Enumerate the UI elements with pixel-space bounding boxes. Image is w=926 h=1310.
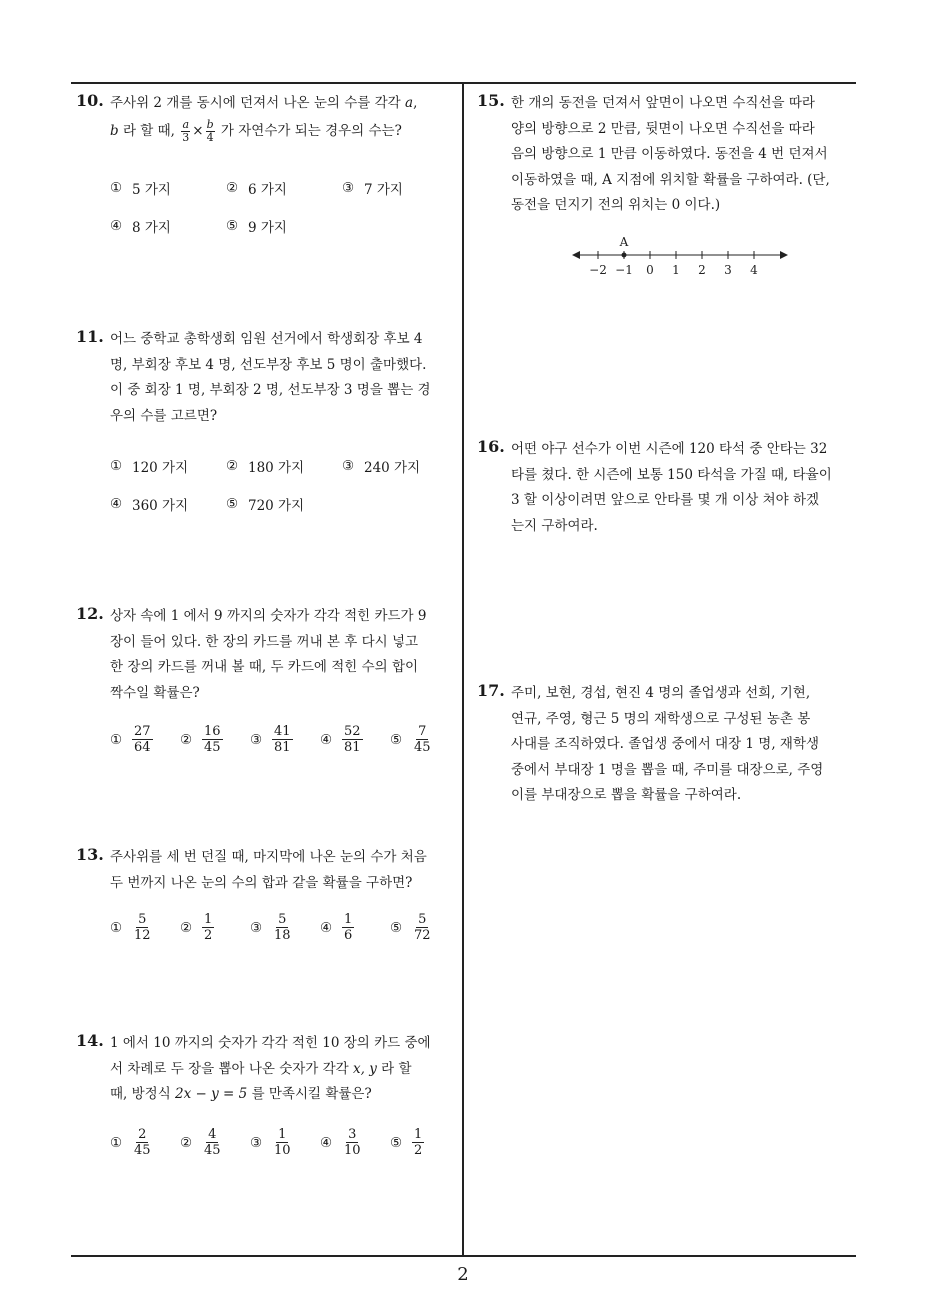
fraction: $\frac{7}{45}$ bbox=[414, 724, 431, 755]
problem-text: 어떤 야구 선수가 이번 시즌에 120 타석 중 안타는 32 타를 쳤다. 한 시즌에 보통 150 타석을 가질 때, 타율이 3 할 이상이려면 앞으로 안타를 몇 개 이상 쳐야 하겠 는지 구하여라. bbox=[511, 441, 832, 534]
choice-2[interactable]: ② $\frac{16}{45}$ bbox=[180, 724, 221, 755]
fraction: $\frac{16}{45}$ bbox=[204, 724, 221, 755]
fraction: $\frac{27}{64}$ bbox=[134, 724, 151, 755]
fraction-b-over-4: $\frac{b}{4}$ bbox=[206, 118, 214, 144]
choice-3[interactable]: ③ 240 가지 bbox=[342, 458, 421, 476]
choice-4[interactable]: ④ $\frac{3}{10}$ bbox=[320, 1127, 361, 1158]
fraction: $\frac{5}{18}$ bbox=[274, 912, 291, 943]
fraction: $\frac{41}{81}$ bbox=[274, 724, 291, 755]
problem-number: 10. bbox=[76, 91, 104, 110]
problem-text: 상자 속에 1 에서 9 까지의 숫자가 각각 적힌 카드가 9 장이 들어 있다. 한 장의 카드를 꺼내 본 후 다시 넣고 한 장의 카드를 꺼내 볼 때, 두 카드에 적힌 수의 합이 짝수일 확률은? bbox=[110, 608, 427, 701]
choice-5[interactable]: ⑤ 720 가지 bbox=[226, 496, 305, 514]
choice-3[interactable]: ③ $\frac{5}{18}$ bbox=[250, 912, 291, 943]
number-line-tick-label: 1 bbox=[672, 263, 680, 277]
fraction: $\frac{1}{2}$ bbox=[204, 912, 213, 943]
fraction-a-over-3: $\frac{a}{3}$ bbox=[182, 118, 190, 144]
fraction: $\frac{5}{12}$ bbox=[134, 912, 151, 943]
choice-3[interactable]: ③ $\frac{1}{10}$ bbox=[250, 1127, 291, 1158]
choice-4[interactable]: ④ 8 가지 bbox=[110, 218, 171, 236]
problem-text: 주미, 보현, 경섭, 현진 4 명의 졸업생과 선희, 기현, 연규, 주영, 형근 5 명의 재학생으로 구성된 농촌 봉 사대를 조직하였다. 졸업생 중에서 대장 1 명, 재학생 중에서 부대장 1 명을 뽑을 때, 주미를 대장으로, 주영 이를 부대장으로 뽑을 확률을 구하여라. bbox=[511, 685, 824, 803]
column-divider bbox=[462, 82, 464, 1257]
choice-4[interactable]: ④ 360 가지 bbox=[110, 496, 189, 514]
choice-1[interactable]: ① $\frac{2}{45}$ bbox=[110, 1127, 151, 1158]
number-line-tick-label: −1 bbox=[615, 263, 633, 277]
choice-2[interactable]: ② 6 가지 bbox=[226, 180, 287, 198]
choice-4[interactable]: ④ $\frac{1}{6}$ bbox=[320, 912, 353, 943]
problem-number: 12. bbox=[76, 604, 104, 623]
number-line-tick-label: 0 bbox=[646, 263, 654, 277]
choice-3[interactable]: ③ 7 가지 bbox=[342, 180, 403, 198]
problem-number: 14. bbox=[76, 1031, 104, 1050]
choice-4[interactable]: ④ $\frac{52}{81}$ bbox=[320, 724, 361, 755]
bottom-rule bbox=[71, 1255, 856, 1257]
number-line-tick-label: −2 bbox=[589, 263, 607, 277]
problem-number: 17. bbox=[477, 681, 505, 700]
fraction: $\frac{1}{10}$ bbox=[274, 1127, 291, 1158]
choice-2[interactable]: ② $\frac{4}{45}$ bbox=[180, 1127, 221, 1158]
number-line bbox=[570, 230, 800, 280]
problem-number: 13. bbox=[76, 845, 104, 864]
choice-5[interactable]: ⑤ $\frac{1}{2}$ bbox=[390, 1127, 423, 1158]
choice-1[interactable]: ① $\frac{5}{12}$ bbox=[110, 912, 151, 943]
choice-5[interactable]: ⑤ $\frac{5}{72}$ bbox=[390, 912, 431, 943]
number-line-tick-label: 3 bbox=[724, 263, 732, 277]
fraction: $\frac{4}{45}$ bbox=[204, 1127, 221, 1158]
choice-1[interactable]: ① 120 가지 bbox=[110, 458, 189, 476]
problem-text: 주사위를 세 번 던질 때, 마지막에 나온 눈의 수가 처음 두 번까지 나온 눈의 수의 합과 같을 확률을 구하면? bbox=[110, 849, 427, 891]
problem-text: 주사위 2 개를 동시에 던져서 나온 눈의 수를 각각 a, b 라 할 때, $\frac{a}{3}$ × $\frac{b}{4}$ 가 자연수가 되는 경우의 수는? bbox=[110, 95, 418, 144]
choice-5[interactable]: ⑤ 9 가지 bbox=[226, 218, 287, 236]
choice-1[interactable]: ① $\frac{27}{64}$ bbox=[110, 724, 151, 755]
problem-number: 11. bbox=[76, 327, 104, 346]
number-line-tick-label: 2 bbox=[698, 263, 706, 277]
arrow-left-icon bbox=[572, 251, 580, 259]
fraction: $\frac{1}{2}$ bbox=[414, 1127, 423, 1158]
problem-text: 어느 중학교 총학생회 임원 선거에서 학생회장 후보 4 명, 부회장 후보 4 명, 선도부장 후보 5 명이 출마했다. 이 중 회장 1 명, 부회장 2 명, 선도부장 3 명을 뽑는 경 우의 수를 고르면? bbox=[110, 331, 431, 424]
number-line-tick-label: 4 bbox=[750, 263, 758, 277]
problem-text: 1 에서 10 까지의 숫자가 각각 적힌 10 장의 카드 중에 서 차례로 두 장을 뽑아 나온 숫자가 각각 x, y 라 할 때, 방정식 2x − y = 5 를 만족시킬 확률은? bbox=[110, 1035, 431, 1102]
choice-3[interactable]: ③ $\frac{41}{81}$ bbox=[250, 724, 291, 755]
choice-2[interactable]: ② 180 가지 bbox=[226, 458, 305, 476]
fraction: $\frac{3}{10}$ bbox=[344, 1127, 361, 1158]
arrow-right-icon bbox=[780, 251, 788, 259]
point-a-marker bbox=[622, 253, 627, 258]
problem-number: 16. bbox=[477, 437, 505, 456]
fraction: $\frac{1}{6}$ bbox=[344, 912, 353, 943]
page-number: 2 bbox=[457, 1264, 469, 1285]
fraction: $\frac{5}{72}$ bbox=[414, 912, 431, 943]
choice-1[interactable]: ① 5 가지 bbox=[110, 180, 171, 198]
fraction: $\frac{52}{81}$ bbox=[344, 724, 361, 755]
problem-number: 15. bbox=[477, 91, 505, 110]
point-a-label: A bbox=[619, 235, 629, 249]
equation: 2x − y = 5 bbox=[175, 1086, 248, 1102]
choice-5[interactable]: ⑤ $\frac{7}{45}$ bbox=[390, 724, 431, 755]
fraction: $\frac{2}{45}$ bbox=[134, 1127, 151, 1158]
choice-2[interactable]: ② $\frac{1}{2}$ bbox=[180, 912, 213, 943]
problem-text: 한 개의 동전을 던져서 앞면이 나오면 수직선을 따라 양의 방향으로 2 만큼, 뒷면이 나오면 수직선을 따라 음의 방향으로 1 만큼 이동하였다. 동전을 4 번 던져서 이동하였을 때, A 지점에 위치할 확률을 구하여라. (단, 동전을 던지기 전의 위치는 0 이다.) bbox=[511, 95, 830, 213]
